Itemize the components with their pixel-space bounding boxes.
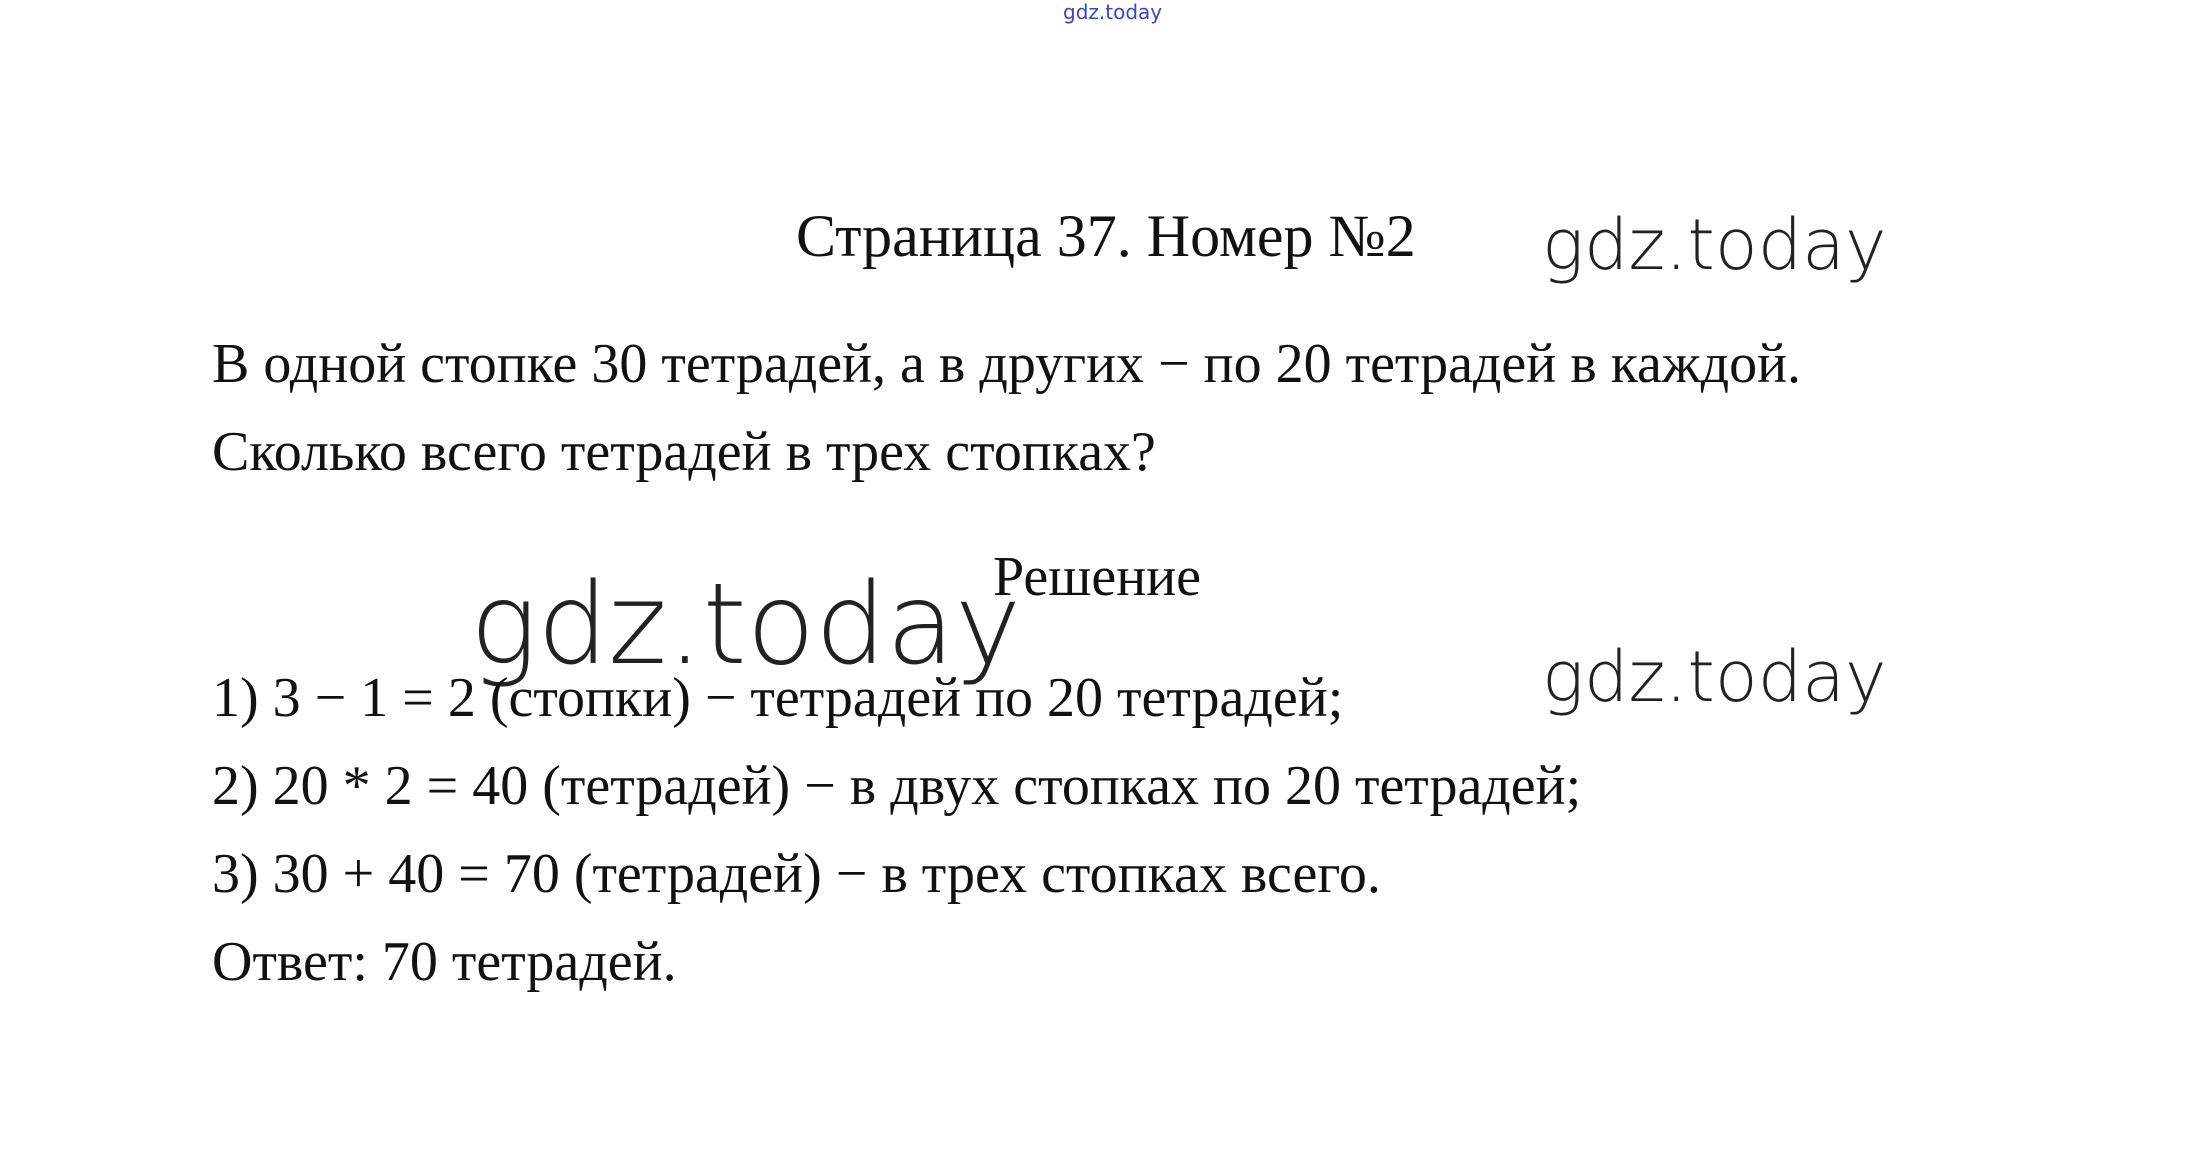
- watermark-logo: gdz.today: [1542, 204, 1887, 286]
- solution-step: 3) 30 + 40 = 70 (тетрадей) − в трех стопках всего.: [212, 843, 1381, 905]
- solution-heading: Решение: [993, 546, 1202, 608]
- site-link[interactable]: gdz.today: [1063, 0, 1163, 24]
- page-title: Страница 37. Номер №2: [796, 203, 1416, 269]
- question-line: Сколько всего тетрадей в трех стопках?: [212, 421, 1156, 483]
- answer-line: Ответ: 70 тетрадей.: [212, 931, 677, 993]
- solution-step: 2) 20 * 2 = 40 (тетрадей) − в двух стопках по 20 тетрадей;: [212, 755, 1582, 817]
- question-line: В одной стопке 30 тетрадей, а в других − по 20 тетрадей в каждой.: [212, 333, 1802, 395]
- watermark-logo: gdz.today: [470, 560, 1022, 690]
- watermark-logo: gdz.today: [1542, 636, 1887, 718]
- solution-step: 1) 3 − 1 = 2 (стопки) − тетрадей по 20 тетрадей;: [212, 667, 1344, 729]
